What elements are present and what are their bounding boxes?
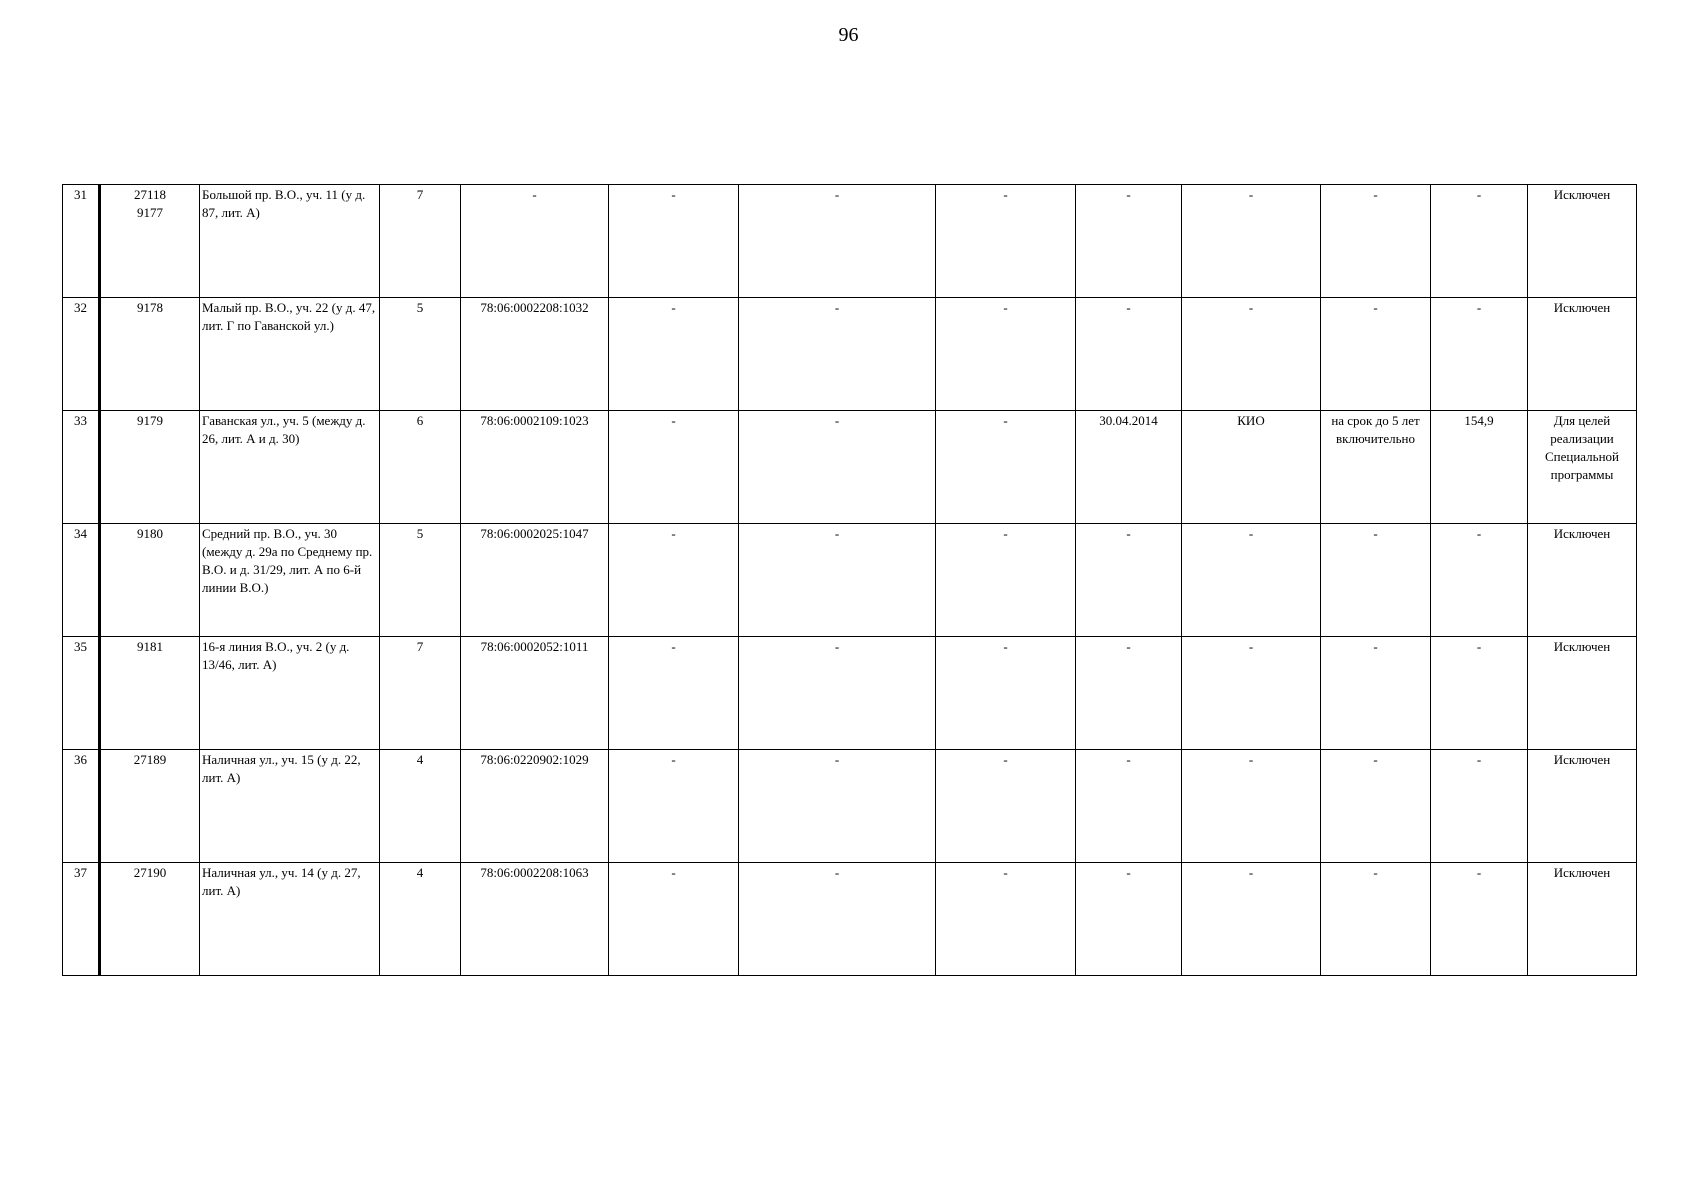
term-cell: - — [1321, 524, 1431, 637]
authority-cell: КИО — [1182, 411, 1321, 524]
date-cell: - — [1076, 863, 1182, 976]
term-cell: - — [1321, 185, 1431, 298]
table-row — [63, 185, 1637, 298]
table-row — [63, 298, 1637, 411]
term-cell: - — [1321, 637, 1431, 750]
address-cell: 16-я линия В.О., уч. 2 (у д. 13/46, лит. А) — [200, 637, 380, 750]
address-cell: Гаванская ул., уч. 5 (между д. 26, лит. А и д. 30) — [200, 411, 380, 524]
status-cell: Исключен — [1528, 524, 1637, 637]
empty-cell-6: - — [609, 411, 739, 524]
empty-cell-8: - — [936, 298, 1076, 411]
zone-cell: 7 — [380, 637, 461, 750]
empty-cell-7: - — [739, 750, 936, 863]
date-cell: - — [1076, 524, 1182, 637]
authority-cell: - — [1182, 298, 1321, 411]
date-cell: - — [1076, 637, 1182, 750]
empty-cell-6: - — [609, 524, 739, 637]
address-cell: Наличная ул., уч. 14 (у д. 27, лит. А) — [200, 863, 380, 976]
empty-cell-8: - — [936, 863, 1076, 976]
authority-cell: - — [1182, 524, 1321, 637]
authority-cell: - — [1182, 750, 1321, 863]
empty-cell-8: - — [936, 185, 1076, 298]
empty-cell-6: - — [609, 637, 739, 750]
status-cell: Исключен — [1528, 750, 1637, 863]
table-row — [63, 411, 1637, 524]
empty-cell-7: - — [739, 863, 936, 976]
zone-cell: 5 — [380, 524, 461, 637]
cadastral-number-cell: 78:06:0220902:1029 — [461, 750, 609, 863]
empty-cell-6: - — [609, 863, 739, 976]
empty-cell-8: - — [936, 524, 1076, 637]
empty-cell-6: - — [609, 185, 739, 298]
row-number-cell: 34 — [63, 524, 100, 637]
status-cell: Исключен — [1528, 185, 1637, 298]
empty-cell-8: - — [936, 750, 1076, 863]
table-row — [63, 524, 1637, 637]
status-cell: Исключен — [1528, 863, 1637, 976]
empty-cell-7: - — [739, 298, 936, 411]
empty-cell-8: - — [936, 411, 1076, 524]
status-cell: Исключен — [1528, 298, 1637, 411]
authority-cell: - — [1182, 185, 1321, 298]
empty-cell-6: - — [609, 750, 739, 863]
cadastral-number-cell: 78:06:0002109:1023 — [461, 411, 609, 524]
registry-id-cell: 9178 — [100, 298, 200, 411]
area-cell: - — [1431, 750, 1528, 863]
table-row — [63, 637, 1637, 750]
registry-id-cell: 27190 — [100, 863, 200, 976]
cadastral-number-cell: 78:06:0002025:1047 — [461, 524, 609, 637]
registry-table — [62, 184, 1637, 976]
zone-cell: 4 — [380, 863, 461, 976]
area-cell: - — [1431, 298, 1528, 411]
registry-id-cell: 9179 — [100, 411, 200, 524]
term-cell: - — [1321, 298, 1431, 411]
date-cell: - — [1076, 298, 1182, 411]
cadastral-number-cell: 78:06:0002208:1032 — [461, 298, 609, 411]
zone-cell: 4 — [380, 750, 461, 863]
row-number-cell: 32 — [63, 298, 100, 411]
registry-id-cell: 9180 — [100, 524, 200, 637]
cadastral-number-cell: - — [461, 185, 609, 298]
empty-cell-6: - — [609, 298, 739, 411]
area-cell: - — [1431, 524, 1528, 637]
empty-cell-8: - — [936, 637, 1076, 750]
zone-cell: 5 — [380, 298, 461, 411]
address-cell: Малый пр. В.О., уч. 22 (у д. 47, лит. Г по Гаванской ул.) — [200, 298, 380, 411]
row-number-cell: 35 — [63, 637, 100, 750]
registry-id-cell: 9181 — [100, 637, 200, 750]
address-cell: Большой пр. В.О., уч. 11 (у д. 87, лит. А) — [200, 185, 380, 298]
registry-id-cell: 27189 — [100, 750, 200, 863]
zone-cell: 7 — [380, 185, 461, 298]
address-cell: Средний пр. В.О., уч. 30 (между д. 29а по Среднему пр. В.О. и д. 31/29, лит. А по 6-й линии В.О.) — [200, 524, 380, 637]
area-cell: 154,9 — [1431, 411, 1528, 524]
registry-id-cell: 27118 9177 — [100, 185, 200, 298]
table-row — [63, 750, 1637, 863]
row-number-cell: 31 — [63, 185, 100, 298]
term-cell: - — [1321, 863, 1431, 976]
empty-cell-7: - — [739, 411, 936, 524]
registry-table-body — [63, 185, 1637, 976]
area-cell: - — [1431, 863, 1528, 976]
cadastral-number-cell: 78:06:0002208:1063 — [461, 863, 609, 976]
authority-cell: - — [1182, 637, 1321, 750]
status-cell: Исключен — [1528, 637, 1637, 750]
area-cell: - — [1431, 637, 1528, 750]
term-cell: на срок до 5 лет включительно — [1321, 411, 1431, 524]
empty-cell-7: - — [739, 637, 936, 750]
page-number: 96 — [838, 24, 859, 46]
term-cell: - — [1321, 750, 1431, 863]
area-cell: - — [1431, 185, 1528, 298]
status-cell: Для целей реализации Специальной программы — [1528, 411, 1637, 524]
authority-cell: - — [1182, 863, 1321, 976]
row-number-cell: 33 — [63, 411, 100, 524]
table-row — [63, 863, 1637, 976]
date-cell: - — [1076, 185, 1182, 298]
row-number-cell: 36 — [63, 750, 100, 863]
empty-cell-7: - — [739, 524, 936, 637]
date-cell: - — [1076, 750, 1182, 863]
address-cell: Наличная ул., уч. 15 (у д. 22, лит. А) — [200, 750, 380, 863]
cadastral-number-cell: 78:06:0002052:1011 — [461, 637, 609, 750]
empty-cell-7: - — [739, 185, 936, 298]
date-cell: 30.04.2014 — [1076, 411, 1182, 524]
zone-cell: 6 — [380, 411, 461, 524]
row-number-cell: 37 — [63, 863, 100, 976]
